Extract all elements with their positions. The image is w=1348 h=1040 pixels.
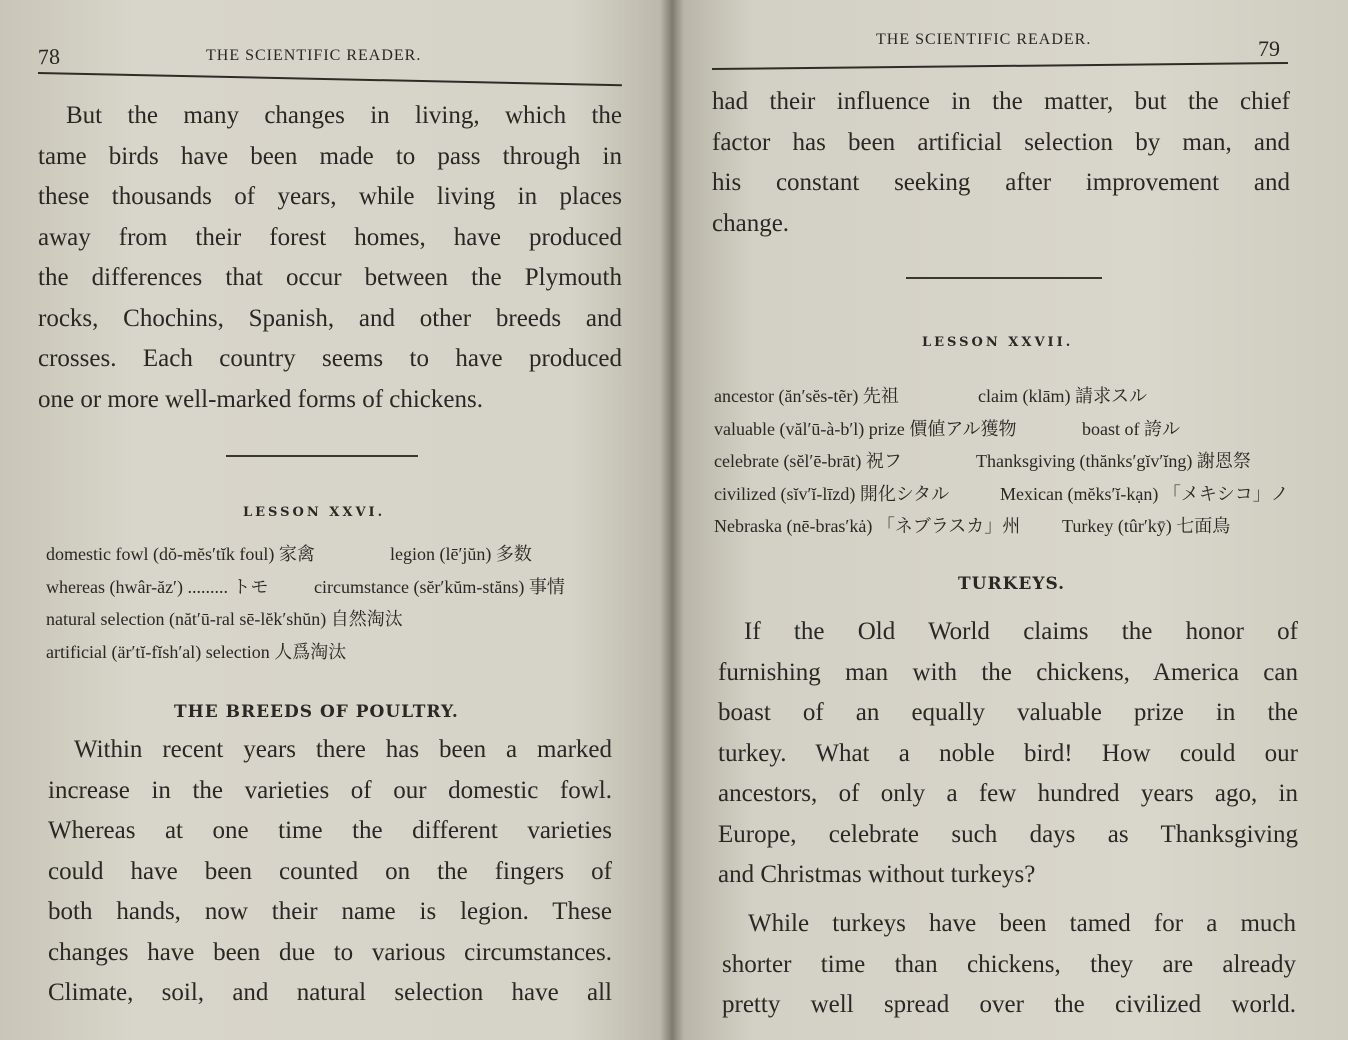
text-line: both hands, now their name is legion. These — [48, 898, 612, 925]
text-line: the differences that occur between the Plymouth — [38, 264, 622, 291]
text-line: away from their forest homes, have produced — [38, 223, 622, 251]
text-line: change. — [712, 209, 790, 237]
text-line: But the many changes in living, which the — [66, 102, 622, 129]
text-line: ancestors, of only a few hundred years ago, in — [718, 780, 1298, 807]
text-line: could have been counted on the fingers of — [48, 857, 612, 885]
text-line: his constant seeking after improvement and — [712, 169, 1290, 196]
vocab-entry: Thanksgiving (thănks′gĭv′ĭng) 謝恩祭 — [976, 451, 1251, 471]
vocab-entry: boast of 誇ル — [1082, 418, 1180, 439]
text-line: and Christmas without turkeys? — [718, 861, 1036, 888]
text-line: boast of an equally valuable prize in the — [718, 699, 1298, 726]
vocab-row — [714, 510, 1314, 543]
vocab-entry: natural selection (năt′ū-ral sē-lĕk′shŭn) 自然淘汰 — [46, 609, 403, 629]
header-rule — [712, 62, 1288, 70]
page-number: 78 — [37, 43, 61, 70]
vocab-row — [714, 380, 1314, 413]
body-paragraph-2 — [722, 904, 1296, 1026]
section-title: TURKEYS. — [958, 574, 1066, 594]
section-title: THE BREEDS OF POULTRY. — [174, 702, 459, 722]
text-line: furnishing man with the chickens, America can — [718, 658, 1298, 686]
vocab-entry: legion (lē′jŭn) 多数 — [390, 544, 532, 564]
book-gutter — [660, 0, 684, 1040]
section-divider — [906, 277, 1102, 279]
vocab-entry: circumstance (sĕr′kŭm-stăns) 事情 — [314, 576, 565, 597]
text-line: Whereas at one time the different varieties — [48, 817, 612, 844]
vocabulary-list — [46, 538, 626, 668]
vocab-entry: whereas (hwâr-ăz′) ......... トモ — [46, 576, 269, 597]
vocab-entry: civilized (sĭv′ĭ-līzd) 開化シタル — [714, 483, 950, 504]
text-line: changes have been due to various circumstances. — [48, 938, 612, 966]
text-line: factor has been artificial selection by man, and — [712, 128, 1290, 156]
lesson-title: LESSON XXVII. — [922, 335, 1074, 350]
vocab-entry: Mexican (mĕks′ĭ-kạn) 「メキシコ」ノ — [1000, 483, 1289, 504]
vocab-row — [46, 538, 626, 571]
vocab-entry: ancestor (ăn′sĕs-tẽr) 先祖 — [714, 386, 899, 406]
text-line: had their influence in the matter, but the chief — [712, 88, 1290, 115]
intro-paragraph — [712, 82, 1290, 244]
body-paragraph — [718, 612, 1298, 896]
text-line: If the Old World claims the honor of — [744, 618, 1298, 645]
vocab-entry: Nebraska (nē-bras′kȧ) 「ネブラスカ」州 — [714, 516, 1021, 536]
vocab-entry: celebrate (sĕl′ē-brāt) 祝フ — [714, 451, 902, 471]
left-page — [0, 0, 672, 1040]
vocab-row — [46, 636, 626, 669]
vocab-entry: claim (klām) 請求スル — [978, 386, 1147, 406]
text-line: shorter time than chickens, they are already — [722, 950, 1296, 978]
vocab-entry: artificial (är′tĭ-fĭsh′al) selection 人爲淘汰 — [46, 641, 347, 662]
text-line: pretty well spread over the civilized world. — [722, 991, 1296, 1018]
vocab-entry: valuable (văl′ū-à-b′l) prize 價値アル獲物 — [714, 418, 1017, 439]
running-header: THE SCIENTIFIC READER. — [206, 47, 422, 64]
text-line: Within recent years there has been a marked — [74, 736, 612, 763]
text-line: these thousands of years, while living in places — [38, 183, 622, 210]
text-line: Climate, soil, and natural selection have all — [48, 979, 612, 1006]
text-line: turkey. What a noble bird! How could our — [718, 739, 1298, 767]
intro-paragraph — [38, 96, 622, 420]
body-paragraph — [48, 730, 612, 1014]
section-divider — [226, 455, 418, 457]
vocab-row — [714, 413, 1314, 446]
running-header: THE SCIENTIFIC READER. — [876, 31, 1092, 48]
lesson-title: LESSON XXVI. — [243, 505, 386, 520]
header-rule — [38, 72, 622, 86]
text-line: increase in the varieties of our domestic fowl. — [48, 776, 612, 804]
text-line: While turkeys have been tamed for a much — [748, 910, 1296, 937]
vocab-row — [714, 478, 1314, 511]
vocabulary-list — [714, 380, 1314, 543]
text-line: Europe, celebrate such days as Thanksgiving — [718, 820, 1298, 848]
vocab-entry: Turkey (tûr′kȳ) 七面鳥 — [1062, 516, 1231, 536]
vocab-row — [46, 603, 626, 636]
vocab-row — [46, 571, 626, 604]
text-line: rocks, Chochins, Spanish, and other breeds and — [38, 304, 622, 332]
text-line: crosses. Each country seems to have produced — [38, 345, 622, 372]
vocab-entry: domestic fowl (dŏ-mĕs′tĭk foul) 家禽 — [46, 544, 315, 564]
text-line: tame birds have been made to pass through in — [38, 142, 622, 170]
right-page — [672, 0, 1348, 1040]
vocab-row — [714, 445, 1314, 478]
text-line: one or more well-marked forms of chickens. — [38, 385, 483, 413]
page-number: 79 — [1258, 36, 1280, 61]
